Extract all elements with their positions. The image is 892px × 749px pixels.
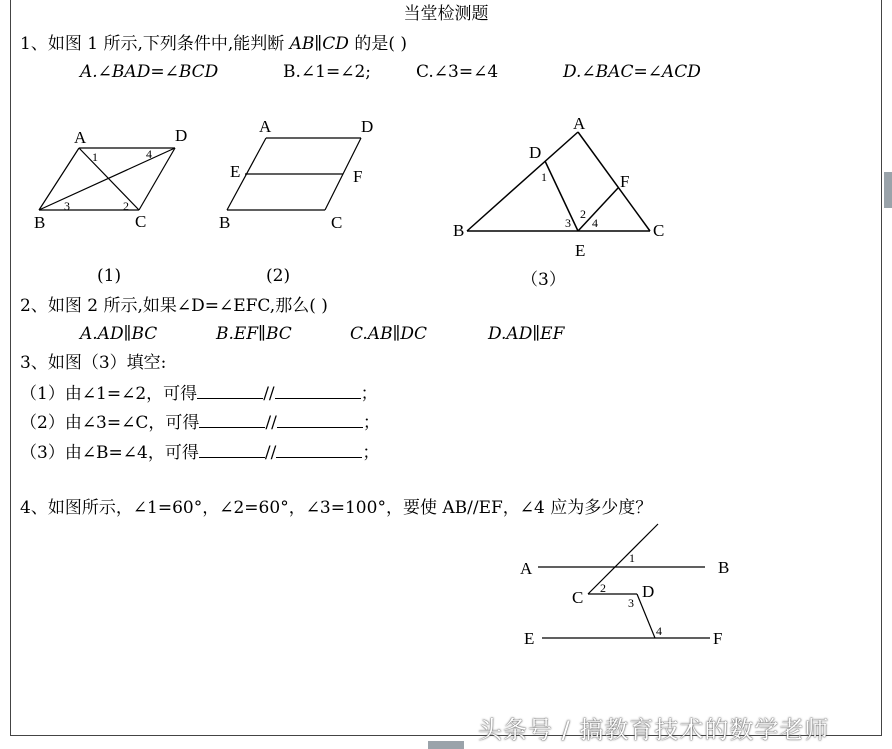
q3-line-3	[20, 441, 379, 463]
question-2-stem: 2、如图 2 所示,如果∠D=∠EFC,那么( )	[20, 296, 328, 316]
fig3-label-c: C	[653, 221, 665, 240]
q3-line-2-end: ；	[362, 413, 380, 433]
q3-line-1	[20, 382, 378, 404]
fig1-label-d: D	[175, 126, 188, 145]
q1-stem-math: AB∥CD	[289, 34, 349, 54]
q1-option-b: B.∠1=∠2;	[283, 62, 371, 82]
figure-1-labels	[34, 126, 187, 232]
scroll-handle-right[interactable]	[884, 172, 892, 208]
q3-line-2	[20, 411, 380, 433]
q3-line-2-parallel: //	[265, 413, 277, 433]
q3-line-3-text: （3）由∠B=∠4，可得	[20, 443, 199, 463]
question-4-stem: 4、如图所示，∠1=60°，∠2=60°，∠3=100°，要使 AB//EF，∠4 应为多少度？	[20, 498, 653, 518]
figure-4-labels	[520, 551, 729, 648]
q3-line-2-blank-right[interactable]	[277, 411, 363, 428]
figure-3-caption: （3）	[521, 270, 566, 290]
fig3-angle-3: 3	[565, 216, 571, 230]
q3-line-3-end: ；	[362, 443, 380, 463]
fig3-angle-1: 1	[541, 170, 547, 184]
fig4-label-e: E	[524, 629, 535, 648]
figure-2	[227, 138, 361, 210]
fig4-label-b: B	[718, 558, 730, 577]
q1-option-c: C.∠3=∠4	[416, 62, 499, 82]
fig2-label-a: A	[259, 117, 272, 136]
fig3-angle-2: 2	[580, 207, 586, 221]
fig3-label-a: A	[573, 114, 586, 133]
q3-line-3-blank-right[interactable]	[276, 441, 362, 458]
question-3-stem: 3、如图（3）填空:	[20, 353, 167, 373]
fig2-label-b: B	[219, 213, 231, 232]
q1-option-d: D.∠BAC=∠ACD	[563, 62, 701, 82]
fig3-label-d: D	[529, 143, 542, 162]
fig4-angle-3: 3	[628, 596, 634, 610]
watermark: 头条号 / 搞教育技术的数学老师	[478, 716, 830, 744]
q3-line-1-text: （1）由∠1=∠2，可得	[20, 384, 198, 404]
q3-line-1-parallel: //	[263, 384, 275, 404]
q1-stem-suffix: 的是( )	[348, 34, 407, 54]
fig1-label-c: C	[135, 212, 147, 231]
q3-line-2-text: （2）由∠3=∠C，可得	[20, 413, 200, 433]
fig3-label-f: F	[620, 172, 630, 191]
q3-line-3-parallel: //	[264, 443, 277, 463]
fig4-angle-2: 2	[600, 581, 606, 595]
fig4-label-f: F	[713, 629, 723, 648]
q1-stem-prefix: 1、如图 1 所示,下列条件中,能判断	[20, 34, 290, 54]
figure-2-caption: (2)	[266, 266, 291, 286]
q3-line-2-blank-left[interactable]	[199, 411, 265, 428]
q2-option-c: C.AB∥DC	[350, 324, 428, 344]
fig4-label-c: C	[572, 588, 584, 607]
q3-line-1-blank-right[interactable]	[275, 382, 361, 399]
figure-1-caption: (1)	[97, 266, 122, 286]
fig1-label-a: A	[74, 128, 87, 147]
scroll-handle-bottom[interactable]	[428, 741, 464, 749]
q3-line-1-blank-left[interactable]	[197, 382, 263, 399]
fig4-angle-4: 4	[656, 624, 662, 638]
fig1-side-dc	[139, 148, 175, 210]
fig1-diagonal-ac	[79, 148, 139, 210]
q3-line-3-blank-left[interactable]	[199, 441, 265, 458]
fig2-label-c: C	[331, 213, 343, 232]
q2-option-b: B.EF∥BC	[216, 324, 292, 344]
q2-option-a: A.AD∥BC	[80, 324, 158, 344]
fig3-label-e: E	[575, 241, 586, 260]
figure-3-labels	[453, 114, 664, 260]
fig3-side-ab	[467, 132, 578, 231]
fig1-label-b: B	[34, 213, 46, 232]
fig1-angle-4: 4	[146, 147, 152, 161]
fig4-label-a: A	[520, 559, 533, 578]
fig3-segment-de	[545, 161, 578, 231]
q3-line-1-end: ；	[360, 384, 378, 404]
fig1-angle-2: 2	[123, 199, 129, 213]
fig3-angle-4: 4	[592, 216, 598, 230]
fig3-side-ac	[578, 132, 650, 231]
fig1-angle-1: 1	[92, 150, 98, 164]
fig2-label-d: D	[361, 117, 374, 136]
fig3-label-b: B	[453, 221, 465, 240]
q2-option-d: D.AD∥EF	[488, 324, 565, 344]
fig2-label-f: F	[353, 167, 363, 186]
fig1-angle-3: 3	[64, 199, 70, 213]
q1-option-a: A.∠BAD=∠BCD	[80, 62, 219, 82]
page-title: 当堂检测题	[403, 4, 489, 24]
fig4-label-d: D	[642, 582, 655, 601]
figure-4	[538, 524, 710, 638]
fig4-angle-1: 1	[629, 551, 635, 565]
fig2-label-e: E	[230, 162, 241, 181]
figure-1	[39, 148, 175, 210]
